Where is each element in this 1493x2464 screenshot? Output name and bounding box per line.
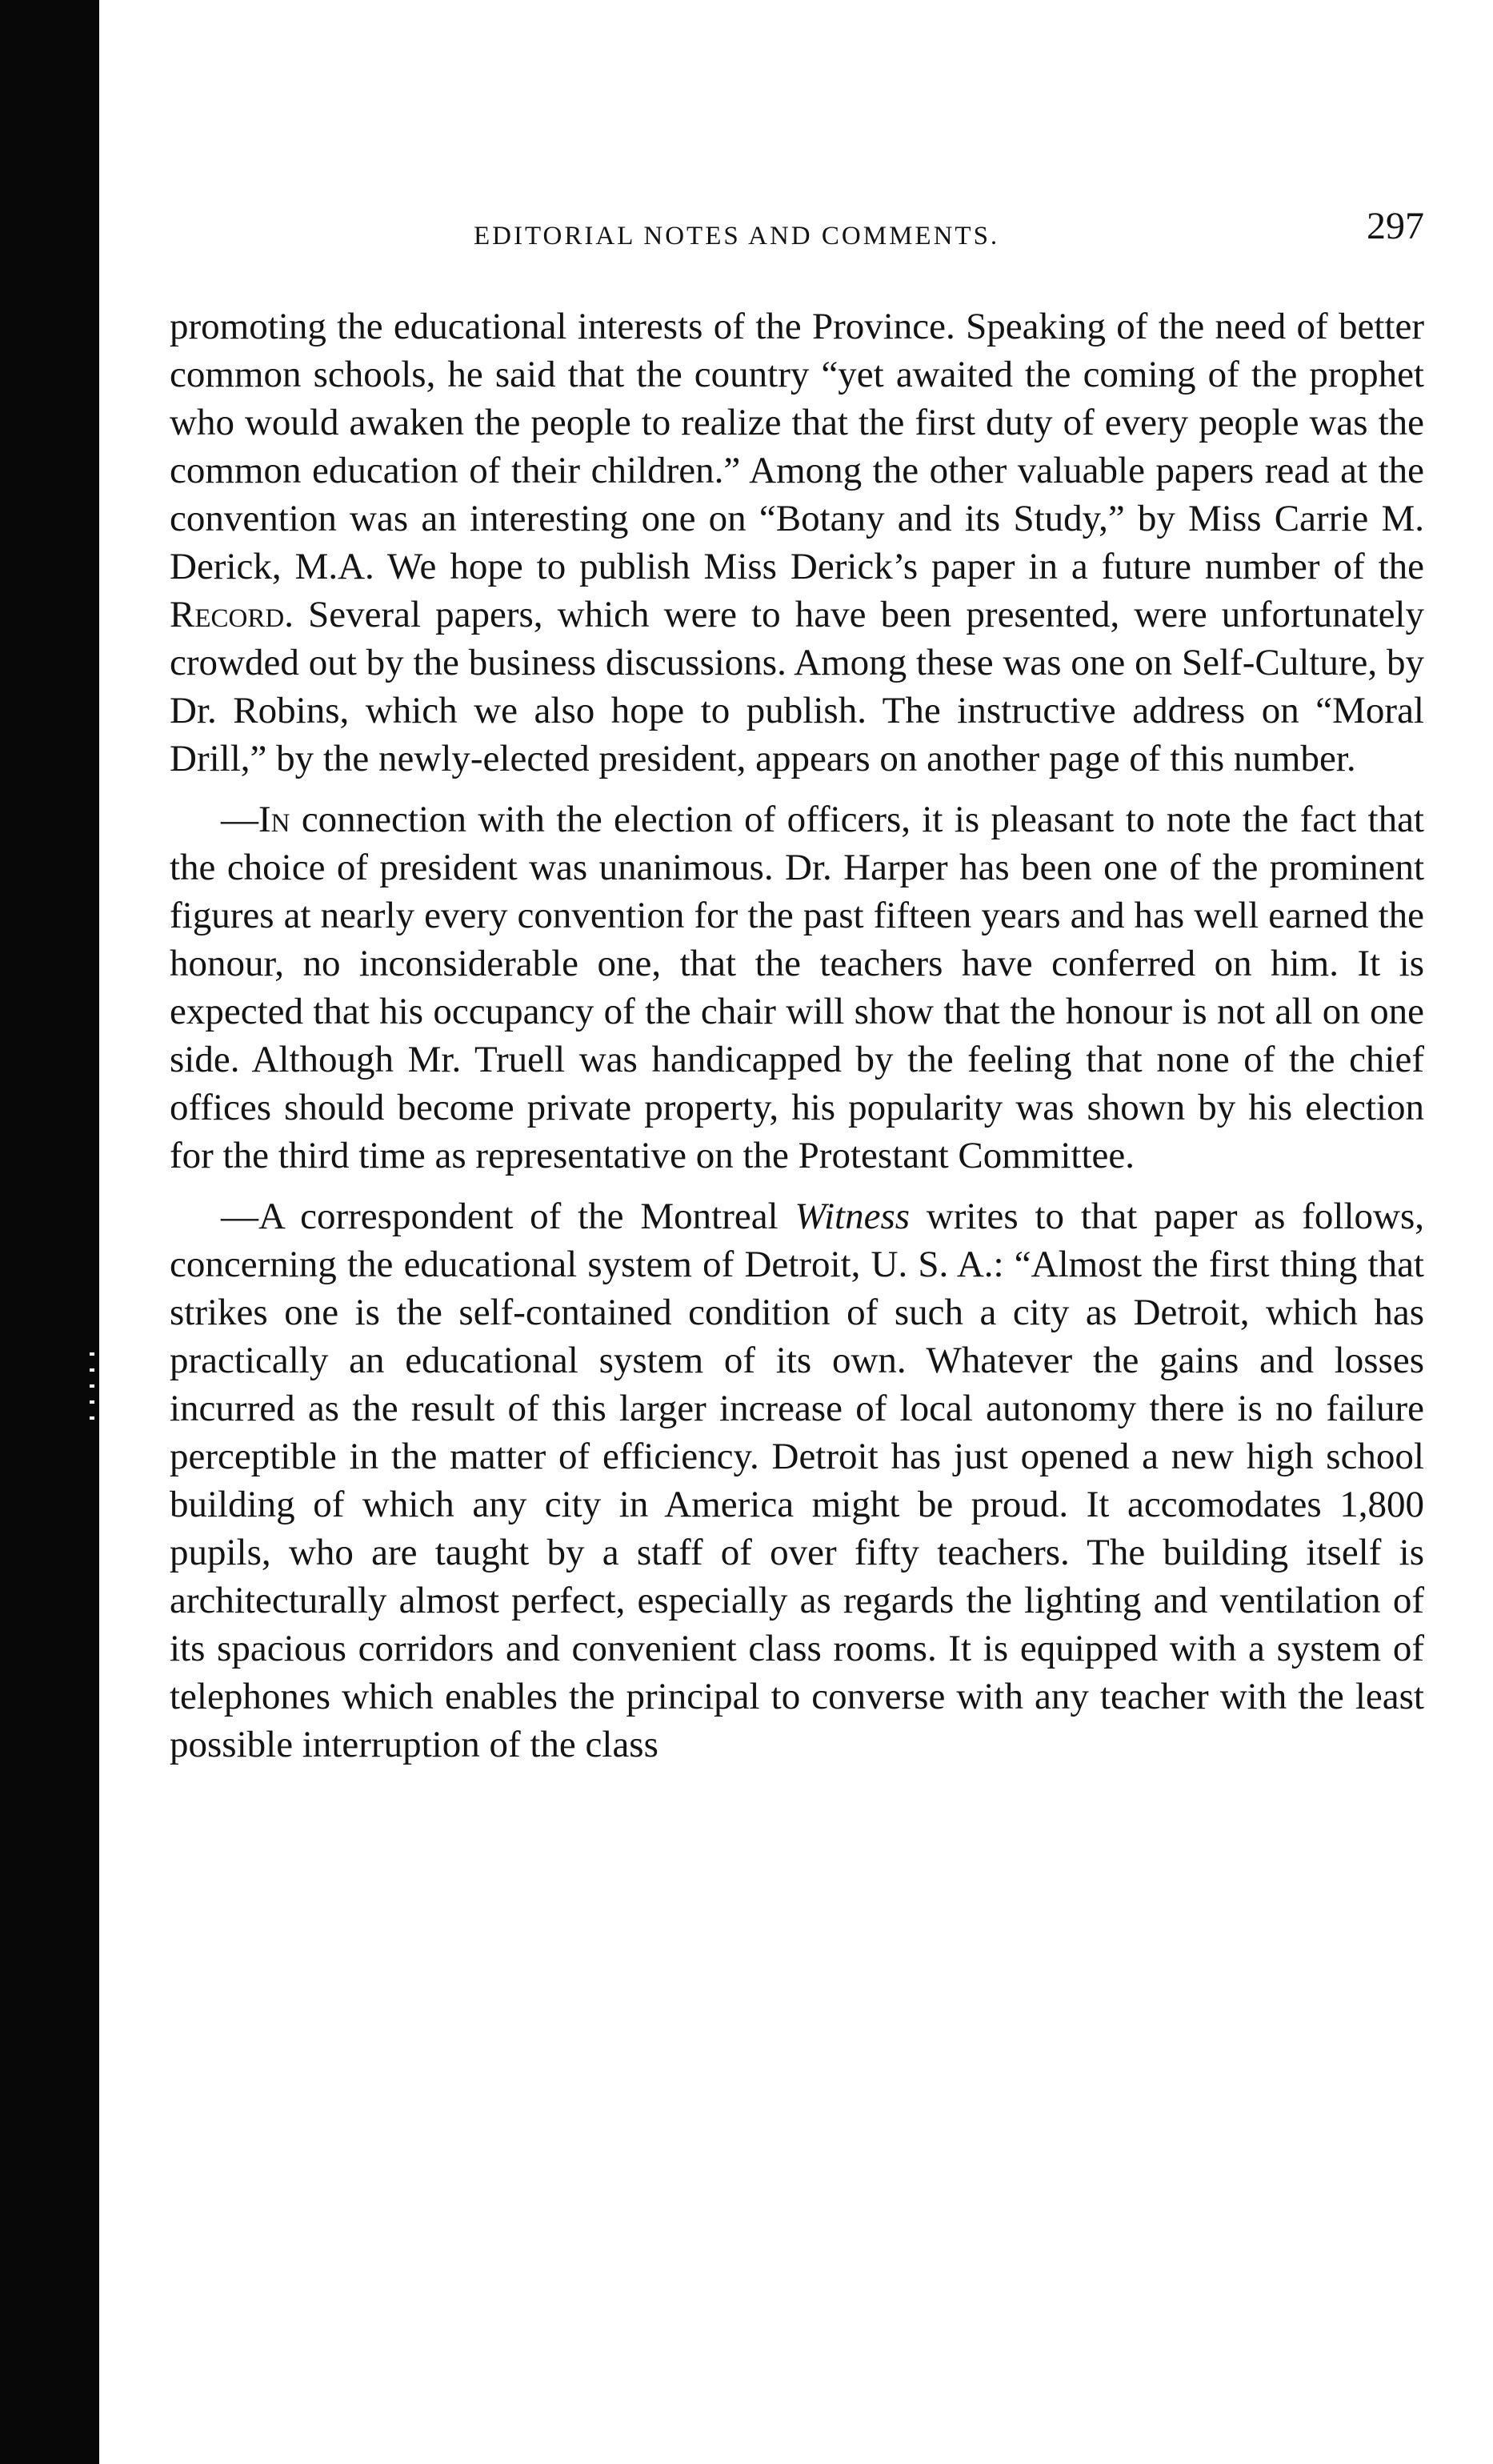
binding-edge-marks	[90, 1352, 94, 1424]
running-head: EDITORIAL NOTES AND COMMENTS.	[474, 222, 1000, 250]
page-text	[170, 302, 1424, 1769]
paragraph-election-of-officers	[170, 795, 1424, 1180]
lead-word-smallcaps: In	[258, 799, 290, 840]
paragraph-detroit-schools	[170, 1192, 1424, 1769]
text-run: writes to that paper as follows, concerning the educational system of Detroit, U. S. A.: “Almost the first thing that strikes one is the self-contained condition of such a city as Detroit, which has practically an educational system of its own. Whatever the gains and losses incurred as the result of this larger increase of local autonomy there is no failure perceptible in the matter of efficiency. Detroit has just opened a new high school building of which any city in America might be proud. It accomodates 1,800 pupils, who are taught by a staff of over fifty teachers. The building itself is architecturally almost perfect, especially as regards the lighting and ventilation of its spacious corridors and convenient class rooms. It is equipped with a system of telephones which enables the principal to converse with any teacher with the least possible interruption of the class	[170, 1196, 1424, 1765]
text-run: connection with the election of officers, it is pleasant to note the fact that the choice of president was unanimous. Dr. Harper has been one of the prominent figures at nearly every convention for the past fifteen years and has well earned the honour, no inconsiderable one, that the teachers have conferred on him. It is expected that his occupancy of the chair will show that the honour is not all on one side. Although Mr. Truell was handicapped by the feeling that none of the chief offices should become private property, his popularity was shown by his election for the third time as representative on the Protestant Committee.	[170, 799, 1424, 1176]
paragraph-convention-papers	[170, 302, 1424, 783]
text-run: —A correspondent of the Montreal	[221, 1196, 795, 1237]
record-smallcaps: Record	[170, 594, 285, 635]
text-run: promoting the educational interests of the Province. Speaking of the need of better common schools, he said that the country “yet awaited the coming of the prophet who would awaken the people to realize that the first duty of every people was the common education of their children.” Among the other valuable papers read at the convention was an interesting one on “Botany and its Study,” by Miss Carrie M. Derick, M.A. We hope to publish Miss Derick’s paper in a future number of the	[170, 306, 1424, 587]
text-run: —	[221, 799, 258, 840]
page-header	[170, 204, 1424, 262]
witness-italic: Witness	[795, 1196, 911, 1237]
page-number: 297	[1367, 205, 1424, 247]
binding-edge	[0, 0, 99, 2464]
text-run: . Several papers, which were to have been presented, were unfortunately crowded out by the business discussions. Among these was one on Self-Culture, by Dr. Robins, which we also hope to publish. The instructive address on “Moral Drill,” by the newly-elected president, appears on another page of this number.	[170, 594, 1424, 779]
